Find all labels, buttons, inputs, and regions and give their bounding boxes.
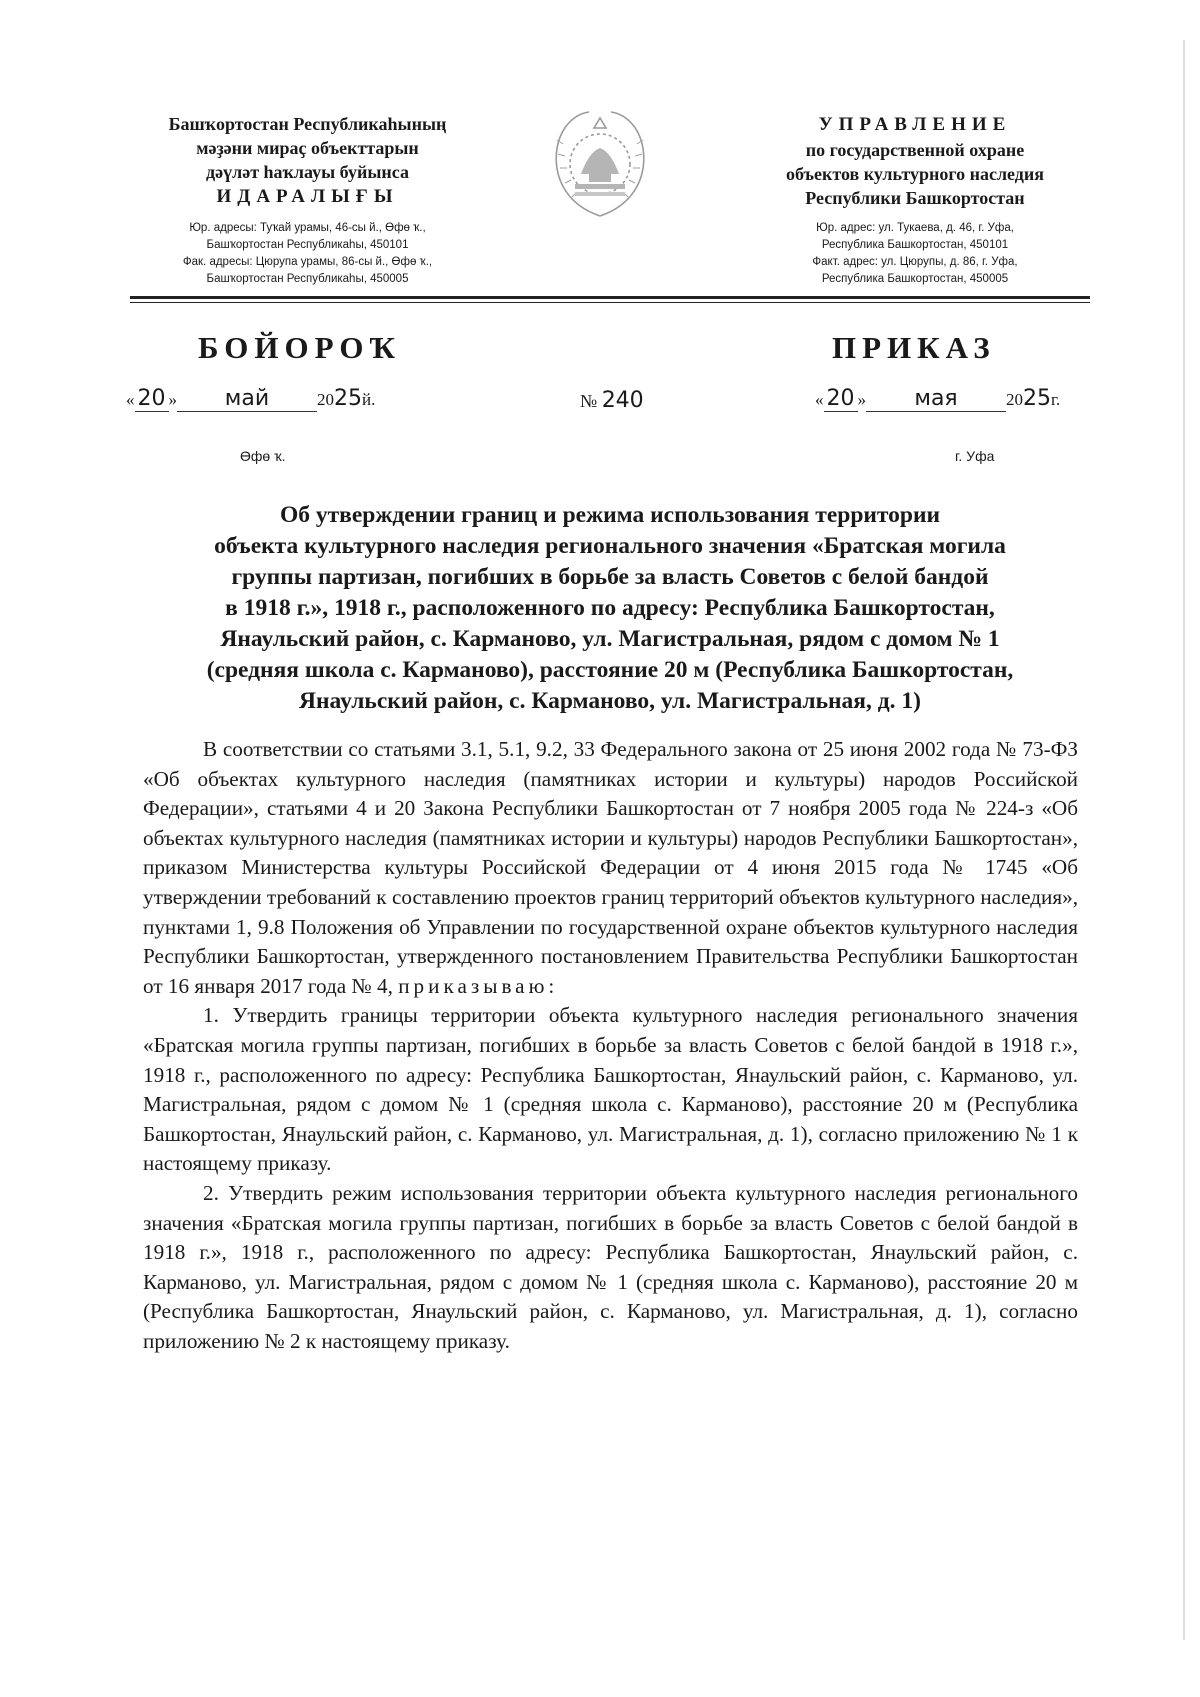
quote-open: «	[126, 390, 135, 409]
header-right-russian	[745, 112, 1085, 288]
title-line: в 1918 г.», 1918 г., расположенного по адресу: Республика Башкортостан,	[225, 595, 995, 621]
address-line: Башҡортостан Республикаһы, 450005	[206, 273, 409, 285]
address-line: Республика Башкортостан, 450101	[821, 239, 1009, 251]
year-suffix: г.	[1051, 390, 1061, 409]
year-suffix: й.	[362, 390, 376, 409]
date-year: 25	[1023, 386, 1051, 411]
address-line: Юр. адрес: ул. Тукаева, д. 46, г. Уфа,	[816, 222, 1014, 234]
title-line: объекта культурного наследия регионального значения «Братская могила	[214, 533, 1006, 559]
org-name-line: по государственной охране	[805, 140, 1025, 160]
year-prefix: 20	[317, 390, 334, 409]
org-name-line: Республики Башкортостан	[805, 188, 1025, 208]
org-title: ИДАРАЛЫҒЫ	[216, 186, 399, 207]
header-divider-thin	[130, 302, 1090, 303]
city-bashkir: Өфө ҡ.	[240, 448, 286, 464]
title-line: Янаульский район, с. Карманово, ул. Магистральная, рядом с домом № 1	[220, 626, 1000, 652]
date-month: май	[224, 386, 270, 411]
document-body	[143, 735, 1078, 1356]
header-left-bashkir	[135, 112, 480, 288]
number-label: №	[580, 391, 598, 411]
date-bashkir	[126, 386, 375, 412]
date-month-field	[177, 386, 317, 412]
address-line: Факт. адрес: ул. Цюрупы, д. 86, г. Уфа,	[812, 256, 1018, 268]
org-name-line: объектов культурного наследия	[785, 164, 1045, 184]
address-line: Республика Башкортостан, 450005	[821, 273, 1009, 285]
title-line: Об утверждении границ и режима использования территории	[279, 502, 941, 528]
scan-edge-line	[1183, 40, 1185, 1640]
date-month-field	[866, 386, 1006, 412]
emblem-icon	[545, 104, 655, 224]
date-day: 20	[826, 386, 855, 411]
year-prefix: 20	[1006, 390, 1023, 409]
quote-close: »	[857, 390, 866, 409]
intro-text: В соответствии со статьями 3.1, 5.1, 9.2, 33 Федерального закона от 25 июня 2002 года № 73-ФЗ «Об объектах культурного наследия (памятниках истории и культуры) народов Российской Федерации», статьями 4 и 20 Закона Республики Башкортостан от 7 ноября 2005 года № 224-з «Об объектах культурного наследия (памятниках истории и культуры) народов Республики Башкортостан», приказом Министерства культуры Российской Федерации от 4 июня 2015 года № 1745 «Об утверждении требований к составлению проектов границ территорий объектов культурного наследия», пунктами 1, 9.8 Положения об Управлении по государственной охране объектов культурного наследия Республики Башкортостан, утвержденного постановлением Правительства Республики Башкортостан от 16 января 2017 года № 4,	[143, 737, 1078, 998]
item-2-paragraph: 2. Утвердить режим использования территории объекта культурного наследия регионального значения «Братская могила группы партизан, погибших в борьбе за власть Советов с белой бандой в 1918 г.», 1918 г., расположенного по адресу: Республика Башкортостан, Янаульский район, с. Карманово, ул. Магистральная, рядом с домом № 1 (средняя школа с. Карманово), расстояние 20 м (Республика Башкортостан, Янаульский район, с. Карманово, ул. Магистральная, д. 1), согласно приложению № 2 к настоящему приказу.	[143, 1180, 1078, 1353]
quote-open: «	[815, 390, 824, 409]
address-line: Юр. адресы: Туҡай урамы, 46-сы й., Өфө ҡ.,	[189, 222, 426, 234]
number-value: 240	[601, 388, 644, 413]
doc-type-russian: ПРИКАЗ	[832, 330, 996, 365]
quote-close: »	[168, 390, 177, 409]
document-title	[150, 500, 1070, 717]
org-name-line: дәүләт һаҡлауы буйынса	[206, 162, 409, 182]
item-1-paragraph: 1. Утвердить границы территории объекта культурного наследия регионального значения «Братская могила группы партизан, погибших в борьбе за власть Советов с белой бандой в 1918 г.», 1918 г., расположенного по адресу: Республика Башкортостан, Янаульский район, с. Карманово, ул. Магистральная, рядом с домом № 1 (средняя школа с. Карманово), расстояние 20 м (Республика Башкортостан, Янаульский район, с. Карманово, ул. Магистральная, д. 1), согласно приложению № 1 к настоящему приказу.	[143, 1003, 1078, 1176]
address-block	[135, 220, 480, 288]
date-month: мая	[914, 386, 958, 411]
org-title: УПРАВЛЕНИЕ	[818, 114, 1012, 135]
address-line: Башҡортостан Республикаһы, 450101	[206, 239, 409, 251]
address-line: Фак. адресы: Цюрупа урамы, 86-сы й., Өфө ҡ.,	[182, 256, 433, 268]
decree-word: приказываю:	[398, 973, 559, 998]
intro-paragraph	[143, 735, 1078, 1001]
header-divider-thick	[130, 296, 1090, 299]
address-block	[745, 220, 1085, 288]
date-day-field	[135, 386, 169, 412]
org-name-line: мәҙәни мираҫ объекттарын	[196, 138, 419, 158]
date-russian	[815, 386, 1060, 412]
order-number	[580, 388, 644, 413]
org-name-line: Башҡортостан Республикаһының	[168, 114, 447, 134]
date-day-field	[824, 386, 858, 412]
city-russian: г. Уфа	[955, 448, 995, 464]
doc-type-bashkir: БОЙОРОҠ	[198, 330, 402, 365]
title-line: Янаульский район, с. Карманово, ул. Магистральная, д. 1)	[299, 688, 921, 714]
date-year: 25	[334, 386, 362, 411]
title-line: (средняя школа с. Карманово), расстояние 20 м (Республика Башкортостан,	[206, 657, 1014, 683]
title-line: группы партизан, погибших в борьбе за власть Советов с белой бандой	[231, 564, 989, 590]
date-day: 20	[137, 386, 166, 411]
